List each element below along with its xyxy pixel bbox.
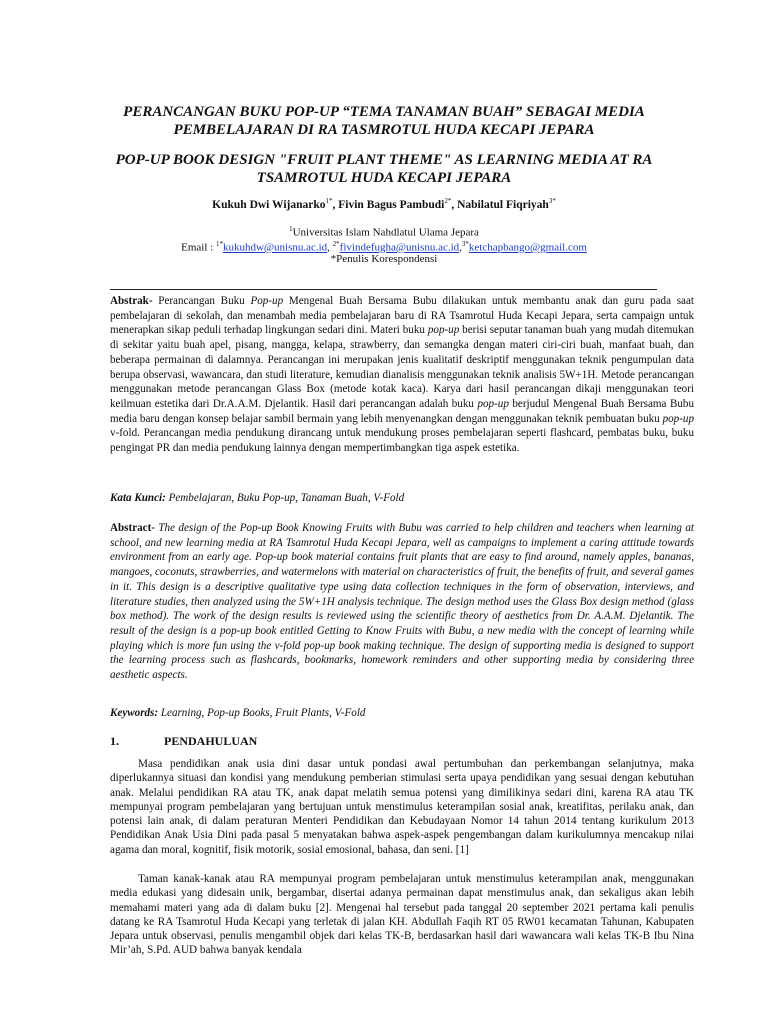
- title-indonesian-line-1: PERANCANGAN BUKU POP-UP “TEMA TANAMAN BUAH” SEBAGAI MEDIA: [123, 104, 645, 120]
- affiliation: $^1$Universitas Islam Nahdlatul Ulama Jepara: [289, 225, 479, 239]
- email-link-2[interactable]: fivindefugha@unisnu.ac.id: [339, 241, 460, 254]
- body-paragraph-2: Taman kanak-kanak atau RA mempunyai program pembelajaran untuk menstimulus keterampilan anak, menggunakan media edukasi yang didesain unik, bergambar, disertai adanya permainan dapat menstimulus anak, dan sekaligus akan lebih memahami materi yang ada di dalam buku [2]. Mengenai hal tersebut pada tanggal 20 september 2021 pertama kali penulis datang ke RA Tsamrotul Huda Kecapi yang terletak di jalan KH. Abdullah Faqih RT 05 RW01 kecamatan Tahunan, Kabupaten Jepara untuk observasi, penulis mengambil objek dari kelas TK-B, berdasarkan hasil dari wawancara wali kelas TK-B Ibu Nina Mir’ah, S.Pd. AUD bahwa banyak kendala: [110, 873, 694, 957]
- abstrak-paragraph: Abstrak- Perancangan Buku Pop-up Mengenal Buah Bersama Bubu dilakukan untuk membantu anak dan guru pada saat pembelajaran di sekolah, dan menambah media pembelajaran baru di RA Tsamrotul Huda Kecapi Jepara, serta campaign untuk menerapkan sikap peduli terhadap lingkungan sedari dini. Materi buku pop-up berisi seputar tanaman buah yang mudah ditemukan di sekitar yaitu buah apel, pisang, mangga, kelapa, strawberry, dan semangka dengan materi ciri-ciri buah, manfaat buah, dan beberapa permainan di dalamnya. Perancangan ini merupakan jenis kualitatif deskriptif menggunakan teknik pengumpulan data berupa observasi, wawancara, dan studi literature, kemudian dianalisis menggunakan teknik analisis 5W+1H. Metode perancangan menggunakan metode perancangan Glass Box (metode kotak kaca). Karya dari hasil perancangan dikaji menggunakan teori keilmuan estetika dari Dr.A.A.M. Djelantik. Hasil dari perancangan adalah buku pop-up berjudul Mengenal Buah Bersama Bubu media baru dengan konsep belajar sambil bermain yang lebih menyenangkan dengan menggunakan teknik pembuatan buku pop-up v-fold. Perancangan media pendukung dirancang untuk mendukung proses pembelajaran seperti flashcard, pembatas buku, buku pengingat PR dan media pendukung lainnya dengan mempertimbangkan tiga aspek estetika.: [110, 295, 694, 455]
- author-1: Kukuh Dwi Wijanarko: [212, 198, 326, 211]
- title-english-line-2: TSAMROTUL HUDA KECAPI JEPARA: [256, 170, 512, 186]
- section-heading-pendahuluan: [110, 734, 257, 749]
- title-english-line-1: POP-UP BOOK DESIGN "FRUIT PLANT THEME" AS LEARNING MEDIA AT RA: [115, 152, 653, 168]
- email-link-1[interactable]: kukuhdw@unisnu.ac.id: [222, 241, 328, 254]
- author-list: Kukuh Dwi Wijanarko$^{1*}$, Fivin Bagus Pambudi$^{2*}$, Nabilatul Fiqriyah$^{3*}$: [212, 197, 556, 211]
- section-number: 1.: [110, 734, 119, 748]
- title-indonesian-line-2: PEMBELAJARAN DI RA TASMROTUL HUDA KECAPI JEPARA: [173, 122, 595, 138]
- keywords: Keywords: Learning, Pop-up Books, Fruit Plants, V-Fold: [110, 707, 366, 719]
- email-link-3[interactable]: ketchapbango@gmail.com: [468, 241, 587, 254]
- kata-kunci: Kata Kunci: Pembelajaran, Buku Pop-up, Tanaman Buah, V-Fold: [110, 492, 405, 504]
- author-2: Fivin Bagus Pambudi: [338, 198, 445, 211]
- header-divider: [110, 289, 657, 290]
- author-3: Nabilatul Fiqriyah: [457, 198, 549, 211]
- abstract-paragraph: Abstract- The design of the Pop-up Book Knowing Fruits with Bubu was carried to help children and teachers when learning at school, and new learning media at RA Tsamrotul Huda Kecapi Jepara, well as campaigns to implement a caring attitude towards environment from an early age. Pop-up book material contains fruit plants that are easy to find around, namely apples, bananas, mangoes, coconuts, strawberries, and watermelons with material on characteristics of fruit, the benefits of fruit, and several games in it. This design is a descriptive qualitative type using data collection techniques in the form of observation, interviews, and literature studies, then analyzed using the 5W+1H analysis technique. The design method uses the Glass Box design method (glass box method). The work of the design results is reviewed using the scientific theory of aesthetics from Dr. A.A.M. Djelantik. The result of the design is a pop-up book entitled Getting to Know Fruits with Bubu, a new media with the concept of learning while playing which is more fun using the v-fold pop-up book making technique. The design of supporting media is designed to support the learning process such as flashcards, bookmarks, homework reminders and other supporting media by considering three aesthetic aspects.: [110, 522, 694, 682]
- body-paragraph-1: Masa pendidikan anak usia dini dasar untuk pondasi awal pertumbuhan dan perkembangan selanjutnya, maka diperlukannya situasi dan kondisi yang mendukung pemberian stimulasi serta upaya pendidikan yang sesuai dengan kebutuhan anak. Melalui pendidikan RA atau TK, anak dapat melatih semua potensi yang dimilikinya sedari dini, karena RA atau TK mempunyai program pembelajaran yang bertujuan untuk menstimulus keterampilan sosial anak, kreatifitas, perilaku anak, dan potensi lain anak, di dalam peraturan Menteri Pendidikan dan Kebudayaan Nomor 14 tahun 2014 tentang kurikulum 2013 Pendidikan Anak Usia Dini pada pasal 5 menyatakan bahwa aspek-aspek pengembangan dalam kurikulumnya mencakup nilai agama dan moral, kognitif, fisik motorik, sosial emosional, bahasa, dan seni. [1]: [110, 758, 694, 856]
- corresponding-author-note: *Penulis Korespondensi: [330, 253, 438, 265]
- email-line: Email : $^{1*}$kukuhdw@unisnu.ac.id, $^{2*}$fivindefugha@unisnu.ac.id,$^{3*}$ketchapbango@gmail.com: [181, 240, 587, 254]
- section-title: PENDAHULUAN: [164, 734, 258, 748]
